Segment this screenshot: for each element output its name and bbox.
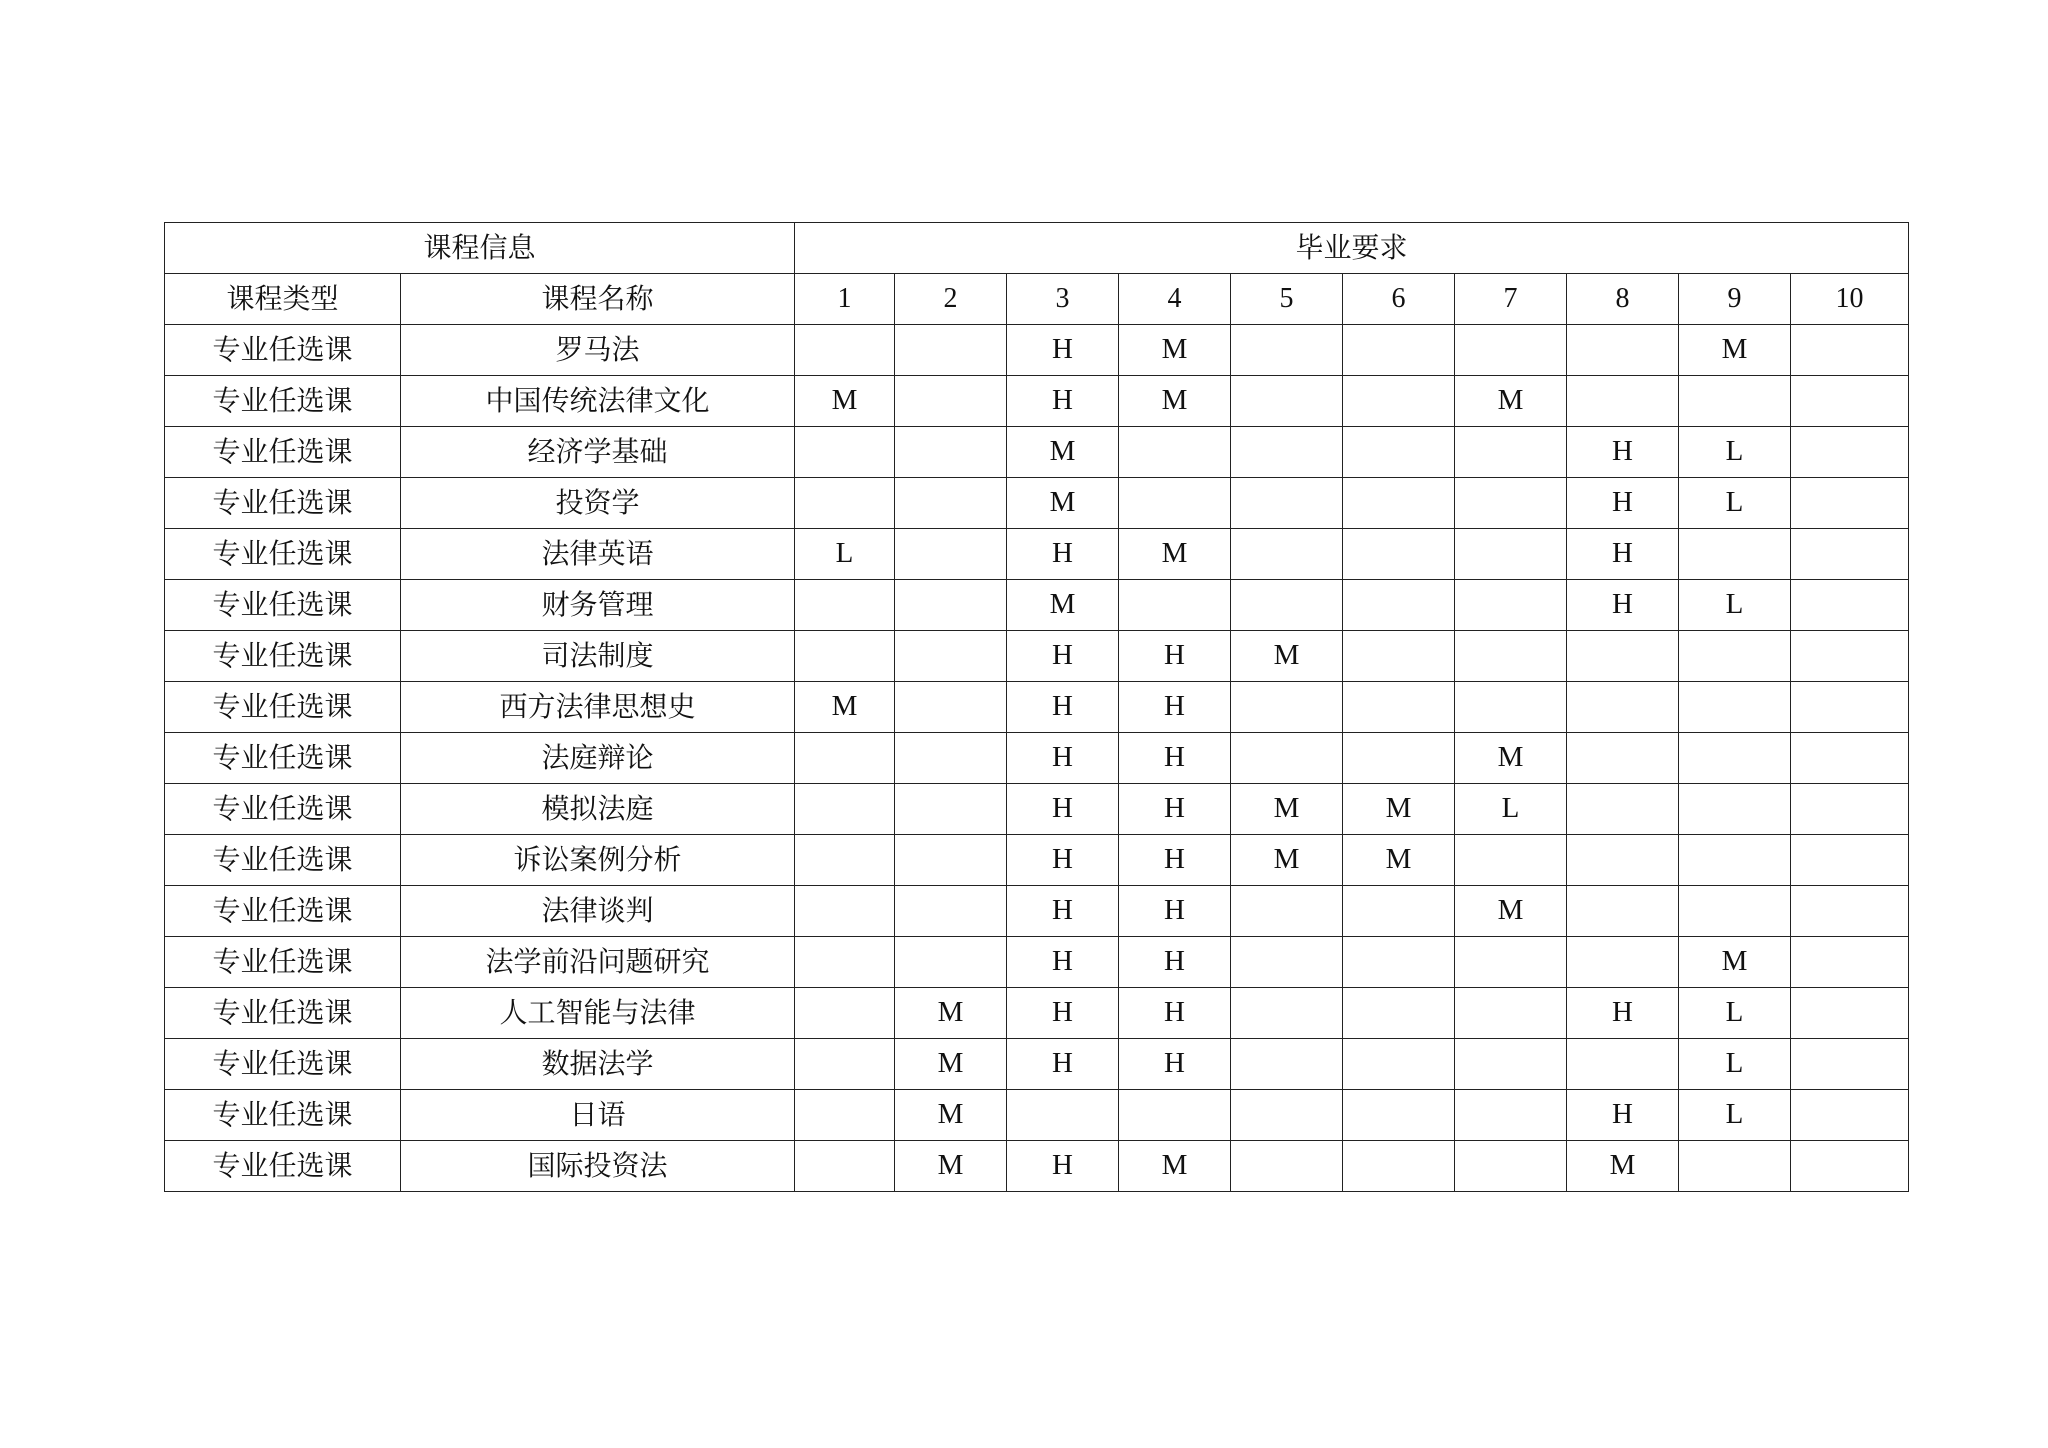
requirement-level-cell: H bbox=[1119, 682, 1231, 733]
requirement-level-cell: M bbox=[795, 682, 895, 733]
requirement-level-cell bbox=[1455, 1090, 1567, 1141]
requirement-level-cell bbox=[1343, 529, 1455, 580]
course-name-cell: 模拟法庭 bbox=[401, 784, 795, 835]
requirement-level-cell bbox=[1679, 835, 1791, 886]
requirement-level-cell: L bbox=[1679, 1039, 1791, 1090]
requirement-level-cell bbox=[1343, 988, 1455, 1039]
requirement-level-cell bbox=[1791, 1141, 1909, 1192]
requirement-level-cell: M bbox=[1119, 376, 1231, 427]
requirement-level-cell bbox=[1119, 580, 1231, 631]
table-row bbox=[165, 1039, 1909, 1090]
course-name-cell: 数据法学 bbox=[401, 1039, 795, 1090]
course-type-cell: 专业任选课 bbox=[165, 1090, 401, 1141]
course-name-cell: 财务管理 bbox=[401, 580, 795, 631]
requirement-level-cell bbox=[1231, 478, 1343, 529]
requirement-level-cell: M bbox=[1007, 580, 1119, 631]
requirement-level-cell bbox=[795, 886, 895, 937]
course-type-cell: 专业任选课 bbox=[165, 631, 401, 682]
requirement-level-cell bbox=[795, 937, 895, 988]
requirement-level-cell bbox=[1791, 325, 1909, 376]
requirement-level-cell: M bbox=[1343, 784, 1455, 835]
requirement-level-cell: M bbox=[1007, 427, 1119, 478]
requirement-level-cell bbox=[895, 478, 1007, 529]
course-type-cell: 专业任选课 bbox=[165, 784, 401, 835]
requirement-level-cell bbox=[1343, 427, 1455, 478]
requirement-level-cell bbox=[1791, 937, 1909, 988]
course-name-cell: 法庭辩论 bbox=[401, 733, 795, 784]
table-row bbox=[165, 1090, 1909, 1141]
requirement-level-cell: M bbox=[895, 1090, 1007, 1141]
requirement-level-cell: H bbox=[1007, 682, 1119, 733]
course-name-cell: 罗马法 bbox=[401, 325, 795, 376]
requirement-level-cell bbox=[795, 325, 895, 376]
requirement-level-cell: H bbox=[1007, 1039, 1119, 1090]
course-type-cell: 专业任选课 bbox=[165, 835, 401, 886]
course-type-cell: 专业任选课 bbox=[165, 376, 401, 427]
requirement-level-cell bbox=[1231, 427, 1343, 478]
requirement-level-cell bbox=[1679, 886, 1791, 937]
requirement-number-header: 3 bbox=[1007, 274, 1119, 325]
requirement-level-cell: M bbox=[1119, 325, 1231, 376]
requirement-level-cell: H bbox=[1007, 529, 1119, 580]
requirement-level-cell bbox=[795, 835, 895, 886]
requirement-number-header: 1 bbox=[795, 274, 895, 325]
requirement-level-cell bbox=[1455, 988, 1567, 1039]
course-name-cell: 法学前沿问题研究 bbox=[401, 937, 795, 988]
requirement-level-cell: H bbox=[1007, 988, 1119, 1039]
requirement-level-cell bbox=[1791, 988, 1909, 1039]
course-type-cell: 专业任选课 bbox=[165, 478, 401, 529]
course-type-cell: 专业任选课 bbox=[165, 988, 401, 1039]
requirement-level-cell bbox=[1455, 937, 1567, 988]
requirement-level-cell: H bbox=[1119, 886, 1231, 937]
requirement-level-cell bbox=[1791, 580, 1909, 631]
requirement-level-cell bbox=[1567, 376, 1679, 427]
requirement-level-cell bbox=[895, 733, 1007, 784]
requirement-level-cell: M bbox=[1455, 733, 1567, 784]
requirement-level-cell: H bbox=[1119, 733, 1231, 784]
requirement-level-cell: M bbox=[1679, 325, 1791, 376]
requirement-level-cell bbox=[1231, 1090, 1343, 1141]
requirement-level-cell: M bbox=[1119, 1141, 1231, 1192]
requirement-level-cell bbox=[1791, 784, 1909, 835]
requirement-level-cell bbox=[1231, 682, 1343, 733]
requirement-level-cell bbox=[895, 937, 1007, 988]
requirement-level-cell bbox=[795, 1141, 895, 1192]
graduation-requirements-header: 毕业要求 bbox=[795, 223, 1909, 274]
table-row bbox=[165, 733, 1909, 784]
requirement-level-cell bbox=[1567, 733, 1679, 784]
requirement-level-cell bbox=[1791, 733, 1909, 784]
requirement-level-cell bbox=[895, 784, 1007, 835]
course-requirement-matrix bbox=[164, 222, 1909, 1192]
requirement-level-cell: H bbox=[1567, 427, 1679, 478]
requirement-level-cell bbox=[795, 478, 895, 529]
requirement-level-cell: H bbox=[1007, 376, 1119, 427]
course-type-cell: 专业任选课 bbox=[165, 529, 401, 580]
requirement-level-cell bbox=[1791, 835, 1909, 886]
requirement-level-cell bbox=[895, 376, 1007, 427]
requirement-level-cell bbox=[1231, 1141, 1343, 1192]
course-name-cell: 司法制度 bbox=[401, 631, 795, 682]
requirement-level-cell bbox=[1791, 529, 1909, 580]
requirement-level-cell bbox=[795, 1090, 895, 1141]
requirement-level-cell: L bbox=[795, 529, 895, 580]
course-name-cell: 法律英语 bbox=[401, 529, 795, 580]
course-name-cell: 日语 bbox=[401, 1090, 795, 1141]
requirement-level-cell: M bbox=[1567, 1141, 1679, 1192]
requirement-level-cell bbox=[1343, 937, 1455, 988]
requirement-level-cell bbox=[1343, 1039, 1455, 1090]
requirement-level-cell: H bbox=[1007, 733, 1119, 784]
requirement-level-cell: H bbox=[1007, 631, 1119, 682]
requirement-number-header: 7 bbox=[1455, 274, 1567, 325]
requirement-level-cell: H bbox=[1007, 835, 1119, 886]
course-name-cell: 人工智能与法律 bbox=[401, 988, 795, 1039]
requirement-level-cell: L bbox=[1679, 988, 1791, 1039]
requirement-level-cell bbox=[1455, 631, 1567, 682]
requirement-level-cell: H bbox=[1007, 325, 1119, 376]
requirement-level-cell bbox=[1455, 427, 1567, 478]
requirement-level-cell bbox=[1791, 376, 1909, 427]
requirement-level-cell bbox=[1343, 682, 1455, 733]
requirement-level-cell bbox=[1567, 886, 1679, 937]
requirement-level-cell: M bbox=[795, 376, 895, 427]
requirement-level-cell bbox=[795, 988, 895, 1039]
requirement-level-cell: L bbox=[1455, 784, 1567, 835]
requirement-level-cell bbox=[1567, 682, 1679, 733]
requirement-level-cell bbox=[1791, 1039, 1909, 1090]
requirement-level-cell bbox=[1343, 580, 1455, 631]
requirement-level-cell bbox=[1679, 1141, 1791, 1192]
requirement-number-header: 5 bbox=[1231, 274, 1343, 325]
requirement-level-cell bbox=[795, 631, 895, 682]
course-name-cell: 法律谈判 bbox=[401, 886, 795, 937]
requirement-level-cell bbox=[1119, 427, 1231, 478]
requirement-level-cell bbox=[1679, 784, 1791, 835]
table-row bbox=[165, 682, 1909, 733]
requirement-level-cell bbox=[1567, 784, 1679, 835]
requirement-level-cell: H bbox=[1567, 478, 1679, 529]
course-type-header: 课程类型 bbox=[165, 274, 401, 325]
requirement-level-cell bbox=[1231, 988, 1343, 1039]
table-row bbox=[165, 580, 1909, 631]
requirement-level-cell: L bbox=[1679, 580, 1791, 631]
table-row bbox=[165, 529, 1909, 580]
course-info-header: 课程信息 bbox=[165, 223, 795, 274]
requirement-number-header: 10 bbox=[1791, 274, 1909, 325]
course-type-cell: 专业任选课 bbox=[165, 1039, 401, 1090]
requirement-level-cell bbox=[1679, 733, 1791, 784]
course-type-cell: 专业任选课 bbox=[165, 580, 401, 631]
course-name-cell: 中国传统法律文化 bbox=[401, 376, 795, 427]
requirement-level-cell bbox=[1119, 1090, 1231, 1141]
requirement-number-header: 4 bbox=[1119, 274, 1231, 325]
requirement-level-cell: H bbox=[1567, 988, 1679, 1039]
table-row bbox=[165, 784, 1909, 835]
requirement-level-cell bbox=[1455, 1039, 1567, 1090]
requirement-level-cell bbox=[1343, 886, 1455, 937]
requirement-level-cell: H bbox=[1119, 988, 1231, 1039]
requirement-level-cell: H bbox=[1119, 1039, 1231, 1090]
requirement-level-cell bbox=[895, 325, 1007, 376]
requirement-level-cell bbox=[1343, 733, 1455, 784]
table-row bbox=[165, 988, 1909, 1039]
requirement-level-cell bbox=[1791, 1090, 1909, 1141]
table-row bbox=[165, 427, 1909, 478]
requirement-level-cell bbox=[895, 886, 1007, 937]
requirement-level-cell: H bbox=[1007, 1141, 1119, 1192]
requirement-level-cell bbox=[1007, 1090, 1119, 1141]
column-header-row bbox=[165, 274, 1909, 325]
course-type-cell: 专业任选课 bbox=[165, 733, 401, 784]
requirement-level-cell bbox=[1455, 325, 1567, 376]
requirement-level-cell bbox=[1679, 529, 1791, 580]
requirement-number-header: 6 bbox=[1343, 274, 1455, 325]
course-name-header: 课程名称 bbox=[401, 274, 795, 325]
requirement-level-cell: M bbox=[1007, 478, 1119, 529]
course-type-cell: 专业任选课 bbox=[165, 682, 401, 733]
requirement-level-cell bbox=[1231, 937, 1343, 988]
course-type-cell: 专业任选课 bbox=[165, 886, 401, 937]
requirement-level-cell bbox=[1343, 631, 1455, 682]
requirement-number-header: 8 bbox=[1567, 274, 1679, 325]
requirement-level-cell bbox=[1231, 580, 1343, 631]
requirement-level-cell bbox=[1791, 886, 1909, 937]
requirement-level-cell: H bbox=[1007, 886, 1119, 937]
requirement-level-cell: M bbox=[895, 1141, 1007, 1192]
requirement-level-cell bbox=[1791, 478, 1909, 529]
requirement-level-cell: L bbox=[1679, 427, 1791, 478]
requirement-level-cell bbox=[1455, 580, 1567, 631]
requirement-level-cell bbox=[1791, 427, 1909, 478]
requirement-level-cell bbox=[795, 784, 895, 835]
requirement-level-cell: M bbox=[895, 988, 1007, 1039]
requirement-level-cell bbox=[1455, 835, 1567, 886]
requirement-level-cell: H bbox=[1119, 631, 1231, 682]
requirement-level-cell bbox=[895, 427, 1007, 478]
requirement-level-cell bbox=[1343, 1141, 1455, 1192]
table-row bbox=[165, 835, 1909, 886]
course-type-cell: 专业任选课 bbox=[165, 427, 401, 478]
requirement-level-cell: M bbox=[895, 1039, 1007, 1090]
requirement-level-cell bbox=[1455, 529, 1567, 580]
table-row bbox=[165, 1141, 1909, 1192]
requirement-level-cell bbox=[1567, 835, 1679, 886]
requirement-level-cell bbox=[1679, 682, 1791, 733]
course-type-cell: 专业任选课 bbox=[165, 937, 401, 988]
requirement-level-cell bbox=[1231, 1039, 1343, 1090]
requirement-level-cell bbox=[1343, 376, 1455, 427]
course-name-cell: 投资学 bbox=[401, 478, 795, 529]
requirement-level-cell: H bbox=[1119, 784, 1231, 835]
requirement-level-cell bbox=[1455, 1141, 1567, 1192]
requirement-level-cell: M bbox=[1231, 784, 1343, 835]
requirement-level-cell bbox=[1791, 682, 1909, 733]
requirement-level-cell: M bbox=[1231, 631, 1343, 682]
table-row bbox=[165, 886, 1909, 937]
requirement-level-cell: M bbox=[1119, 529, 1231, 580]
requirement-level-cell bbox=[795, 580, 895, 631]
requirement-level-cell: H bbox=[1119, 835, 1231, 886]
requirement-level-cell bbox=[1231, 376, 1343, 427]
requirement-level-cell bbox=[1455, 478, 1567, 529]
requirement-number-header: 2 bbox=[895, 274, 1007, 325]
requirement-level-cell: M bbox=[1343, 835, 1455, 886]
requirement-level-cell bbox=[795, 1039, 895, 1090]
course-type-cell: 专业任选课 bbox=[165, 1141, 401, 1192]
requirement-level-cell: H bbox=[1567, 529, 1679, 580]
requirement-level-cell bbox=[1455, 682, 1567, 733]
requirement-level-cell bbox=[1679, 631, 1791, 682]
matrix-body bbox=[165, 223, 1909, 1192]
table-row bbox=[165, 325, 1909, 376]
course-name-cell: 诉讼案例分析 bbox=[401, 835, 795, 886]
requirement-level-cell bbox=[1231, 325, 1343, 376]
requirement-level-cell: M bbox=[1679, 937, 1791, 988]
requirement-level-cell bbox=[1343, 478, 1455, 529]
requirement-level-cell bbox=[895, 835, 1007, 886]
requirement-level-cell bbox=[795, 427, 895, 478]
requirement-level-cell: M bbox=[1231, 835, 1343, 886]
requirement-level-cell bbox=[1679, 376, 1791, 427]
course-name-cell: 经济学基础 bbox=[401, 427, 795, 478]
course-type-cell: 专业任选课 bbox=[165, 325, 401, 376]
requirement-level-cell bbox=[795, 733, 895, 784]
requirement-level-cell: H bbox=[1007, 784, 1119, 835]
requirement-number-header: 9 bbox=[1679, 274, 1791, 325]
requirement-level-cell bbox=[895, 580, 1007, 631]
table-row bbox=[165, 376, 1909, 427]
requirement-level-cell: M bbox=[1455, 376, 1567, 427]
requirement-level-cell bbox=[1231, 529, 1343, 580]
requirement-level-cell bbox=[1567, 325, 1679, 376]
group-header-row bbox=[165, 223, 1909, 274]
requirement-level-cell: H bbox=[1119, 937, 1231, 988]
requirement-level-cell bbox=[1119, 478, 1231, 529]
course-name-cell: 国际投资法 bbox=[401, 1141, 795, 1192]
requirement-level-cell: L bbox=[1679, 478, 1791, 529]
requirement-level-cell: L bbox=[1679, 1090, 1791, 1141]
table-row bbox=[165, 937, 1909, 988]
requirement-level-cell bbox=[895, 631, 1007, 682]
requirement-level-cell bbox=[1567, 1039, 1679, 1090]
table-row bbox=[165, 478, 1909, 529]
table-row bbox=[165, 631, 1909, 682]
requirement-level-cell bbox=[1231, 886, 1343, 937]
requirement-level-cell bbox=[895, 529, 1007, 580]
requirement-level-cell: H bbox=[1007, 937, 1119, 988]
requirement-level-cell bbox=[1791, 631, 1909, 682]
requirement-level-cell: M bbox=[1455, 886, 1567, 937]
requirement-level-cell bbox=[895, 682, 1007, 733]
requirement-level-cell bbox=[1343, 1090, 1455, 1141]
requirement-level-cell bbox=[1567, 937, 1679, 988]
requirement-level-cell: H bbox=[1567, 1090, 1679, 1141]
requirement-level-cell bbox=[1567, 631, 1679, 682]
requirement-level-cell bbox=[1231, 733, 1343, 784]
requirement-level-cell bbox=[1343, 325, 1455, 376]
requirement-level-cell: H bbox=[1567, 580, 1679, 631]
course-name-cell: 西方法律思想史 bbox=[401, 682, 795, 733]
